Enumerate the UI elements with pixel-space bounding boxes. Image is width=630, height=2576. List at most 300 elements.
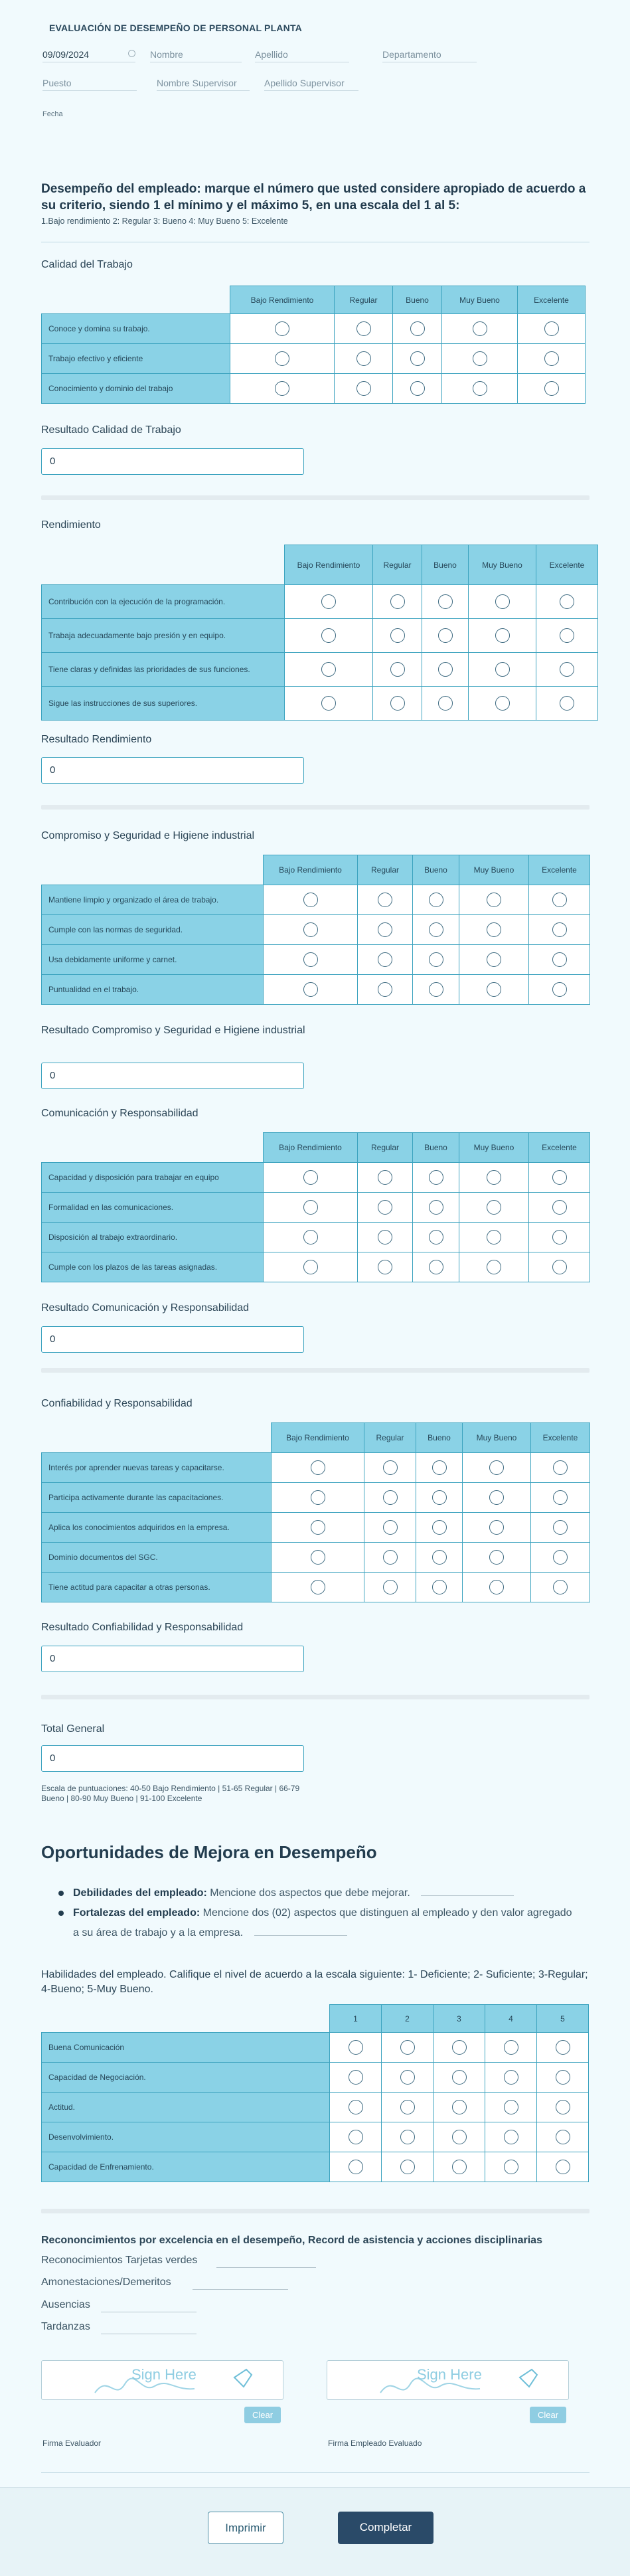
result-input[interactable]: 0 xyxy=(41,448,304,475)
rating-radio[interactable] xyxy=(438,696,453,711)
section-title: Comunicación y Responsabilidad xyxy=(41,1108,198,1119)
matrix-row xyxy=(42,1513,590,1543)
rating-radio[interactable] xyxy=(432,1520,447,1535)
rating-radio[interactable] xyxy=(410,381,425,396)
column-header: Muy Bueno xyxy=(442,286,518,314)
rating-radio[interactable] xyxy=(311,1520,325,1535)
rating-radio[interactable] xyxy=(378,1230,392,1245)
result-input[interactable]: 0 xyxy=(41,757,304,784)
rating-radio[interactable] xyxy=(275,351,289,366)
result-label: Resultado Comunicación y Responsabilidad xyxy=(41,1302,250,1314)
rating-radio[interactable] xyxy=(383,1580,398,1594)
rating-radio[interactable] xyxy=(544,351,559,366)
column-header: Muy Bueno xyxy=(459,1133,529,1163)
rating-cell xyxy=(358,885,413,915)
rating-radio[interactable] xyxy=(560,628,574,643)
rating-cell xyxy=(413,1223,459,1252)
row-label: Trabajo efectivo y eficiente xyxy=(42,344,230,374)
rating-cell xyxy=(373,653,422,687)
rating-radio[interactable] xyxy=(303,982,318,997)
rating-radio[interactable] xyxy=(473,321,487,336)
rating-cell xyxy=(529,1193,590,1223)
rating-radio[interactable] xyxy=(378,922,392,937)
rating-cell xyxy=(416,1483,463,1513)
rating-radio[interactable] xyxy=(429,1200,443,1215)
row-label: Contribución con la ejecución de la programación. xyxy=(42,585,285,619)
rating-radio[interactable] xyxy=(544,381,559,396)
rating-radio[interactable] xyxy=(473,351,487,366)
nombre-input[interactable]: Nombre xyxy=(150,48,242,62)
rating-cell xyxy=(518,344,586,374)
debilidades-input[interactable] xyxy=(421,1887,514,1896)
rating-cell xyxy=(264,1163,358,1193)
matrix-row xyxy=(42,585,598,619)
rating-cell xyxy=(264,1223,358,1252)
section-divider xyxy=(41,1695,590,1699)
matrix-row xyxy=(42,885,590,915)
row-label: Disposición al trabajo extraordinario. xyxy=(42,1223,264,1252)
rec-label-tarjetas: Reconocimientos Tarjetas verdes xyxy=(41,2255,198,2266)
rating-radio[interactable] xyxy=(378,982,392,997)
rating-cell xyxy=(272,1453,364,1483)
clear-signature-button[interactable]: Clear xyxy=(530,2407,566,2423)
rating-radio[interactable] xyxy=(495,696,510,711)
rating-radio[interactable] xyxy=(553,1460,568,1475)
rating-radio[interactable] xyxy=(400,2070,415,2085)
rating-radio[interactable] xyxy=(429,1260,443,1274)
rating-radio[interactable] xyxy=(383,1550,398,1565)
rating-radio[interactable] xyxy=(504,2070,518,2085)
rating-cell xyxy=(413,885,459,915)
column-header: Bueno xyxy=(393,286,442,314)
reconocimientos-title: Recononcimientos por excelencia en el desempeño, Record de asistencia y acciones disciplinarias xyxy=(41,2235,542,2246)
rating-radio[interactable] xyxy=(311,1580,325,1594)
row-label: Cumple con los plazos de las tareas asignadas. xyxy=(42,1252,264,1282)
rating-radio[interactable] xyxy=(552,952,567,967)
rating-cell xyxy=(422,585,469,619)
debilidades-label: Debilidades del empleado: xyxy=(73,1887,207,1899)
rating-cell xyxy=(459,1163,529,1193)
print-button[interactable]: Imprimir xyxy=(208,2512,283,2544)
rating-cell xyxy=(264,945,358,975)
rating-cell xyxy=(485,2063,537,2093)
result-input[interactable]: 0 xyxy=(41,1646,304,1672)
rating-cell xyxy=(264,915,358,945)
rating-radio[interactable] xyxy=(489,1490,504,1505)
rating-radio[interactable] xyxy=(303,1230,318,1245)
rating-radio[interactable] xyxy=(552,982,567,997)
rating-radio[interactable] xyxy=(452,2130,467,2144)
rating-cell xyxy=(413,975,459,1005)
rating-cell xyxy=(285,585,373,619)
rating-radio[interactable] xyxy=(303,1260,318,1274)
bullet-icon xyxy=(58,1911,64,1916)
nombre-supervisor-input[interactable]: Nombre Supervisor xyxy=(157,76,250,91)
rating-radio[interactable] xyxy=(429,982,443,997)
rating-radio[interactable] xyxy=(356,351,371,366)
sign-here-text: Sign Here xyxy=(131,2366,197,2383)
column-header: Regular xyxy=(358,1133,413,1163)
rating-cell xyxy=(373,585,422,619)
matrix-row xyxy=(42,1252,590,1282)
matrix-row xyxy=(42,1483,590,1513)
rating-cell xyxy=(364,1453,416,1483)
rating-radio[interactable] xyxy=(552,1260,567,1274)
departamento-input[interactable]: Departamento xyxy=(382,48,477,62)
rating-radio[interactable] xyxy=(429,893,443,907)
rating-cell xyxy=(393,314,442,344)
form-footer xyxy=(0,2487,630,2576)
column-header: Muy Bueno xyxy=(463,1423,531,1453)
rating-cell xyxy=(536,585,598,619)
rating-cell xyxy=(529,1223,590,1252)
column-header: Bajo Rendimiento xyxy=(230,286,335,314)
rating-radio[interactable] xyxy=(556,2130,570,2144)
rating-cell xyxy=(382,2122,433,2152)
rating-radio[interactable] xyxy=(390,696,405,711)
rating-radio[interactable] xyxy=(432,1490,447,1505)
rating-radio[interactable] xyxy=(275,321,289,336)
rating-cell xyxy=(537,2122,589,2152)
rating-radio[interactable] xyxy=(487,1230,501,1245)
rating-radio[interactable] xyxy=(556,2040,570,2055)
rating-radio[interactable] xyxy=(487,1200,501,1215)
rating-radio[interactable] xyxy=(495,628,510,643)
rating-cell xyxy=(459,1252,529,1282)
rating-radio[interactable] xyxy=(553,1550,568,1565)
result-label: Resultado Calidad de Trabajo xyxy=(41,424,181,436)
rating-cell xyxy=(358,1252,413,1282)
section-title: Compromiso y Seguridad e Higiene industrial xyxy=(41,830,255,841)
rating-cell xyxy=(469,653,536,687)
rating-radio[interactable] xyxy=(544,321,559,336)
rating-radio[interactable] xyxy=(429,1230,443,1245)
rating-matrix xyxy=(41,1422,590,1602)
rating-radio[interactable] xyxy=(552,1230,567,1245)
rating-radio[interactable] xyxy=(556,2160,570,2174)
rating-radio[interactable] xyxy=(552,1170,567,1185)
matrix-row xyxy=(42,1193,590,1223)
rating-cell xyxy=(358,1223,413,1252)
rec-input-amonestaciones[interactable] xyxy=(193,2289,288,2290)
rating-cell xyxy=(459,1193,529,1223)
rating-radio[interactable] xyxy=(560,662,574,677)
firma-empleado-label: Firma Empleado Evaluado xyxy=(328,2439,422,2448)
main-question: Desempeño del empleado: marque el número que usted considere apropiado de acuerdo a su criterio, siendo 1 el mínimo y el máximo 5, en una escala del 1 al 5: xyxy=(41,182,586,213)
rating-radio[interactable] xyxy=(303,952,318,967)
row-label: Dominio documentos del SGC. xyxy=(42,1543,272,1573)
rating-radio[interactable] xyxy=(452,2040,467,2055)
rating-radio[interactable] xyxy=(438,594,453,609)
rating-cell xyxy=(518,314,586,344)
rating-radio[interactable] xyxy=(321,628,336,643)
rating-radio[interactable] xyxy=(487,922,501,937)
matrix-row xyxy=(42,344,586,374)
rating-cell xyxy=(272,1483,364,1513)
row-label: Tiene claras y definidas las prioridades de sus funciones. xyxy=(42,653,285,687)
rating-radio[interactable] xyxy=(489,1460,504,1475)
rating-radio[interactable] xyxy=(390,594,405,609)
rating-cell xyxy=(358,1193,413,1223)
result-label: Resultado Compromiso y Seguridad e Higiene industrial xyxy=(41,1025,305,1036)
rating-radio[interactable] xyxy=(349,2130,363,2144)
rating-radio[interactable] xyxy=(504,2100,518,2114)
rating-cell xyxy=(422,687,469,721)
escala-note: Escala de puntuaciones: 40-50 Bajo Rendimiento | 51-65 Regular | 66-79 Bueno | 80-90 Muy Bueno | 91-100 Excelente xyxy=(41,1784,300,1803)
row-label: Participa activamente durante las capacitaciones. xyxy=(42,1483,272,1513)
rating-radio[interactable] xyxy=(495,662,510,677)
sign-here-text: Sign Here xyxy=(417,2366,482,2383)
rating-radio[interactable] xyxy=(489,1550,504,1565)
rating-radio[interactable] xyxy=(349,2040,363,2055)
fortalezas-label: Fortalezas del empleado: xyxy=(73,1907,200,1919)
rating-radio[interactable] xyxy=(378,893,392,907)
rec-label-tardanzas: Tardanzas xyxy=(41,2321,90,2332)
rating-cell xyxy=(469,619,536,653)
rating-radio[interactable] xyxy=(504,2130,518,2144)
rating-radio[interactable] xyxy=(378,1170,392,1185)
rating-radio[interactable] xyxy=(410,351,425,366)
matrix-row xyxy=(42,1573,590,1602)
rec-input-tarjetas[interactable] xyxy=(216,2267,316,2268)
rating-radio[interactable] xyxy=(495,594,510,609)
rating-radio[interactable] xyxy=(349,2070,363,2085)
rating-cell xyxy=(463,1573,531,1602)
rating-cell xyxy=(459,945,529,975)
rating-radio[interactable] xyxy=(489,1520,504,1535)
rating-cell xyxy=(529,915,590,945)
row-label: Sigue las instrucciones de sus superiores. xyxy=(42,687,285,721)
matrix-corner xyxy=(42,545,285,585)
rating-matrix xyxy=(41,855,590,1005)
rating-radio[interactable] xyxy=(556,2100,570,2114)
rating-cell xyxy=(230,374,335,404)
row-label: Capacidad y disposición para trabajar en equipo xyxy=(42,1163,264,1193)
rating-radio[interactable] xyxy=(432,1580,447,1594)
submit-button[interactable]: Completar xyxy=(338,2512,433,2544)
rating-cell xyxy=(285,653,373,687)
rating-cell xyxy=(459,975,529,1005)
matrix-row xyxy=(42,2033,589,2063)
rating-radio[interactable] xyxy=(504,2040,518,2055)
date-field[interactable] xyxy=(42,48,135,62)
column-header: Excelente xyxy=(518,286,586,314)
rating-radio[interactable] xyxy=(473,381,487,396)
apellido-supervisor-input[interactable]: Apellido Supervisor xyxy=(264,76,358,91)
rating-cell xyxy=(485,2152,537,2182)
column-header: Bajo Rendimiento xyxy=(285,545,373,585)
rating-radio[interactable] xyxy=(410,321,425,336)
section-title: Calidad del Trabajo xyxy=(41,259,133,270)
rating-radio[interactable] xyxy=(452,2160,467,2174)
rating-radio[interactable] xyxy=(560,594,574,609)
rating-radio[interactable] xyxy=(311,1550,325,1565)
rating-cell xyxy=(537,2093,589,2122)
signature-pad-evaluador[interactable] xyxy=(41,2360,283,2400)
rating-radio[interactable] xyxy=(349,2160,363,2174)
rating-radio[interactable] xyxy=(383,1490,398,1505)
rating-radio[interactable] xyxy=(400,2040,415,2055)
rating-cell xyxy=(413,945,459,975)
rating-radio[interactable] xyxy=(432,1550,447,1565)
rating-radio[interactable] xyxy=(489,1580,504,1594)
rating-cell xyxy=(358,975,413,1005)
rating-cell xyxy=(433,2152,485,2182)
rating-cell xyxy=(373,619,422,653)
row-label: Tiene actitud para capacitar a otras personas. xyxy=(42,1573,272,1602)
rating-radio[interactable] xyxy=(311,1490,325,1505)
rating-cell xyxy=(264,975,358,1005)
result-input[interactable]: 0 xyxy=(41,1326,304,1353)
column-header: Regular xyxy=(358,855,413,885)
rating-radio[interactable] xyxy=(452,2100,467,2114)
rating-radio[interactable] xyxy=(400,2130,415,2144)
column-header: Bajo Rendimiento xyxy=(264,855,358,885)
rating-radio[interactable] xyxy=(487,982,501,997)
rating-cell xyxy=(537,2152,589,2182)
rating-radio[interactable] xyxy=(560,696,574,711)
rating-cell xyxy=(264,885,358,915)
section-divider xyxy=(41,1368,590,1373)
rating-radio[interactable] xyxy=(378,1200,392,1215)
rating-radio[interactable] xyxy=(438,628,453,643)
rating-radio[interactable] xyxy=(311,1460,325,1475)
rating-cell xyxy=(330,2122,382,2152)
rating-radio[interactable] xyxy=(553,1520,568,1535)
rating-radio[interactable] xyxy=(452,2070,467,2085)
rating-radio[interactable] xyxy=(356,381,371,396)
rating-radio[interactable] xyxy=(400,2160,415,2174)
rating-cell xyxy=(382,2152,433,2182)
column-header: Bueno xyxy=(413,855,459,885)
row-label: Interés por aprender nuevas tareas y capacitarse. xyxy=(42,1453,272,1483)
rating-radio[interactable] xyxy=(349,2100,363,2114)
rating-radio[interactable] xyxy=(321,662,336,677)
rating-radio[interactable] xyxy=(429,952,443,967)
rating-radio[interactable] xyxy=(487,1260,501,1274)
rating-radio[interactable] xyxy=(356,321,371,336)
matrix-row xyxy=(42,945,590,975)
rating-radio[interactable] xyxy=(429,922,443,937)
column-header: Bajo Rendimiento xyxy=(264,1133,358,1163)
rating-cell xyxy=(442,314,518,344)
rec-label-amonestaciones: Amonestaciones/Demeritos xyxy=(41,2276,171,2288)
rating-matrix xyxy=(41,545,598,721)
rating-radio[interactable] xyxy=(487,1170,501,1185)
rating-cell xyxy=(358,945,413,975)
column-header: Regular xyxy=(335,286,393,314)
rating-radio[interactable] xyxy=(552,893,567,907)
rating-cell xyxy=(364,1573,416,1602)
result-input[interactable]: 0 xyxy=(41,1063,304,1089)
rating-radio[interactable] xyxy=(487,952,501,967)
total-input[interactable]: 0 xyxy=(41,1745,304,1772)
apellido-input[interactable]: Apellido xyxy=(255,48,349,62)
rating-cell xyxy=(330,2093,382,2122)
rating-radio[interactable] xyxy=(400,2100,415,2114)
row-label: Conocimiento y dominio del trabajo xyxy=(42,374,230,404)
oportunidades-title: Oportunidades de Mejora en Desempeño xyxy=(41,1842,377,1862)
rating-cell xyxy=(330,2063,382,2093)
column-header: Excelente xyxy=(531,1423,590,1453)
column-header: Bajo Rendimiento xyxy=(272,1423,364,1453)
rating-radio[interactable] xyxy=(303,922,318,937)
rating-cell xyxy=(285,687,373,721)
row-label: Trabaja adecuadamente bajo presión y en equipo. xyxy=(42,619,285,653)
rating-radio[interactable] xyxy=(552,1200,567,1215)
rating-radio[interactable] xyxy=(383,1520,398,1535)
rating-cell xyxy=(413,1163,459,1193)
fortalezas-input[interactable] xyxy=(254,1927,347,1936)
rating-cell xyxy=(536,653,598,687)
matrix-row xyxy=(42,2063,589,2093)
rating-radio[interactable] xyxy=(556,2070,570,2085)
rating-radio[interactable] xyxy=(552,922,567,937)
calendar-icon[interactable] xyxy=(128,50,135,57)
rating-radio[interactable] xyxy=(275,381,289,396)
rating-cell xyxy=(416,1513,463,1543)
rating-cell xyxy=(382,2033,433,2063)
rating-cell xyxy=(358,1163,413,1193)
rating-cell xyxy=(382,2063,433,2093)
rating-radio[interactable] xyxy=(553,1580,568,1594)
rating-radio[interactable] xyxy=(390,628,405,643)
signature-pad-empleado[interactable] xyxy=(327,2360,569,2400)
rating-radio[interactable] xyxy=(429,1170,443,1185)
rating-radio[interactable] xyxy=(378,1260,392,1274)
rating-cell xyxy=(433,2063,485,2093)
rating-cell xyxy=(364,1513,416,1543)
rating-radio[interactable] xyxy=(553,1490,568,1505)
matrix-row xyxy=(42,2152,589,2182)
rating-cell xyxy=(422,619,469,653)
rating-cell xyxy=(364,1483,416,1513)
row-label: Mantiene limpio y organizado el área de trabajo. xyxy=(42,885,264,915)
puesto-input[interactable]: Puesto xyxy=(42,76,137,91)
rating-radio[interactable] xyxy=(383,1460,398,1475)
rating-cell xyxy=(529,1252,590,1282)
rating-cell xyxy=(393,374,442,404)
rating-cell xyxy=(531,1483,590,1513)
rating-cell xyxy=(531,1453,590,1483)
rating-cell xyxy=(364,1543,416,1573)
rating-radio[interactable] xyxy=(432,1460,447,1475)
result-label: Resultado Rendimiento xyxy=(41,734,152,745)
rating-radio[interactable] xyxy=(303,893,318,907)
matrix-row xyxy=(42,2093,589,2122)
matrix-row xyxy=(42,619,598,653)
rating-radio[interactable] xyxy=(321,696,336,711)
rating-radio[interactable] xyxy=(438,662,453,677)
rating-cell xyxy=(463,1483,531,1513)
rating-cell xyxy=(433,2093,485,2122)
rating-radio[interactable] xyxy=(378,952,392,967)
rating-radio[interactable] xyxy=(390,662,405,677)
column-header: 5 xyxy=(537,2005,589,2033)
rating-radio[interactable] xyxy=(504,2160,518,2174)
clear-signature-button[interactable]: Clear xyxy=(244,2407,281,2423)
rating-cell xyxy=(536,619,598,653)
column-header: Regular xyxy=(373,545,422,585)
rating-cell xyxy=(264,1193,358,1223)
column-header: 4 xyxy=(485,2005,537,2033)
rating-radio[interactable] xyxy=(303,1200,318,1215)
rating-radio[interactable] xyxy=(487,893,501,907)
rating-cell xyxy=(531,1573,590,1602)
rating-radio[interactable] xyxy=(321,594,336,609)
rating-radio[interactable] xyxy=(303,1170,318,1185)
matrix-row xyxy=(42,653,598,687)
